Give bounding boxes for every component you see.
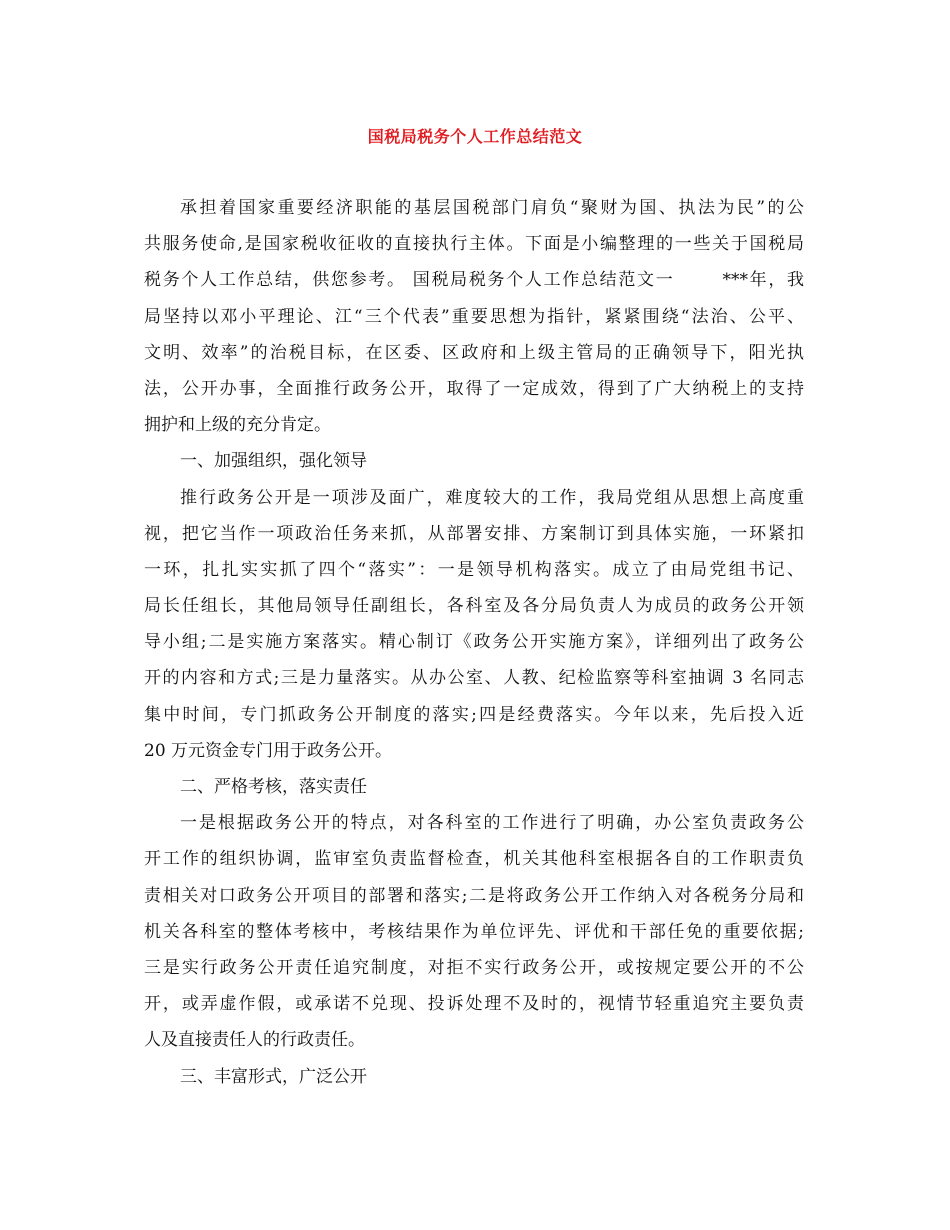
text-line: 三是实行政务公开责任追究制度，对拒不实行政务公开，或按规定要公开的不公	[144, 957, 804, 978]
text-line-segment: 税务个人工作总结，供您参考。 国税局税务个人工作总结范文一	[144, 270, 675, 291]
text-line: 开的内容和方式;三是力量落实。从办公室、人教、纪检监察等科室抽调 3 名同志	[144, 668, 804, 689]
section-heading: 二、严格考核，落实责任	[180, 777, 367, 797]
text-line: 视，把它当作一项政治任务来抓，从部署安排、方案制订到具体实施，一环紧扣	[144, 523, 804, 544]
text-line: 法，公开办事，全面推行政务公开，取得了一定成效，得到了广大纳税上的支持	[144, 378, 804, 399]
text-line: 开，或弄虚作假，或承诺不兑现、投诉处理不及时的，视情节轻重追究主要负责	[144, 994, 804, 1015]
text-line: 承担着国家重要经济职能的基层国税部门肩负“聚财为国、执法为民”的公	[180, 198, 804, 218]
text-line: 开工作的组织协调，监审室负责监督检查，机关其他科室根据各自的工作职责负	[144, 849, 804, 870]
text-line: 一环，扎扎实实抓了四个“落实”：一是领导机构落实。成立了由局党组书记、	[144, 559, 804, 580]
text-line: 一是根据政务公开的特点，对各科室的工作进行了明确，办公室负责政务公	[180, 813, 804, 834]
text-line: 人及直接责任人的行政责任。	[144, 1030, 365, 1051]
text-line: 共服务使命,是国家税收征收的直接执行主体。下面是小编整理的一些关于国税局	[144, 234, 804, 255]
text-line: 推行政务公开是一项涉及面广，难度较大的工作，我局党组从思想上高度重	[180, 487, 804, 508]
text-line: 局长任组长，其他局领导任副组长，各科室及各分局负责人为成员的政务公开领	[144, 596, 804, 617]
document-title: 国税局税务个人工作总结范文	[367, 127, 583, 146]
section-heading: 一、加强组织，强化领导	[180, 451, 367, 472]
text-line: 集中时间，专门抓政务公开制度的落实;四是经费落实。今年以来，先后投入近	[144, 704, 804, 725]
text-line: 导小组;二是实施方案落实。精心制订《政务公开实施方案》，详细列出了政务公	[144, 632, 804, 653]
text-line: 责相关对口政务公开项目的部署和落实;二是将政务公开工作纳入对各税务分局和	[144, 885, 804, 906]
text-line: 局坚持以邓小平理论、江“三个代表”重要思想为指针，紧紧围绕“法治、公平、	[144, 306, 804, 327]
text-line: 20 万元资金专门用于政务公开。	[144, 740, 393, 761]
section-heading: 三、丰富形式，广泛公开	[180, 1066, 367, 1087]
document-body	[144, 190, 804, 1095]
text-line: 机关各科室的整体考核中，考核结果作为单位评先、评优和干部任免的重要依据;	[144, 921, 804, 942]
text-line	[144, 262, 804, 298]
text-line: 文明、效率”的治税目标，在区委、区政府和上级主管局的正确领导下，阳光执	[144, 342, 804, 363]
text-line: 拥护和上级的充分肯定。	[144, 415, 331, 436]
text-line-segment: ***年，我	[722, 270, 805, 291]
